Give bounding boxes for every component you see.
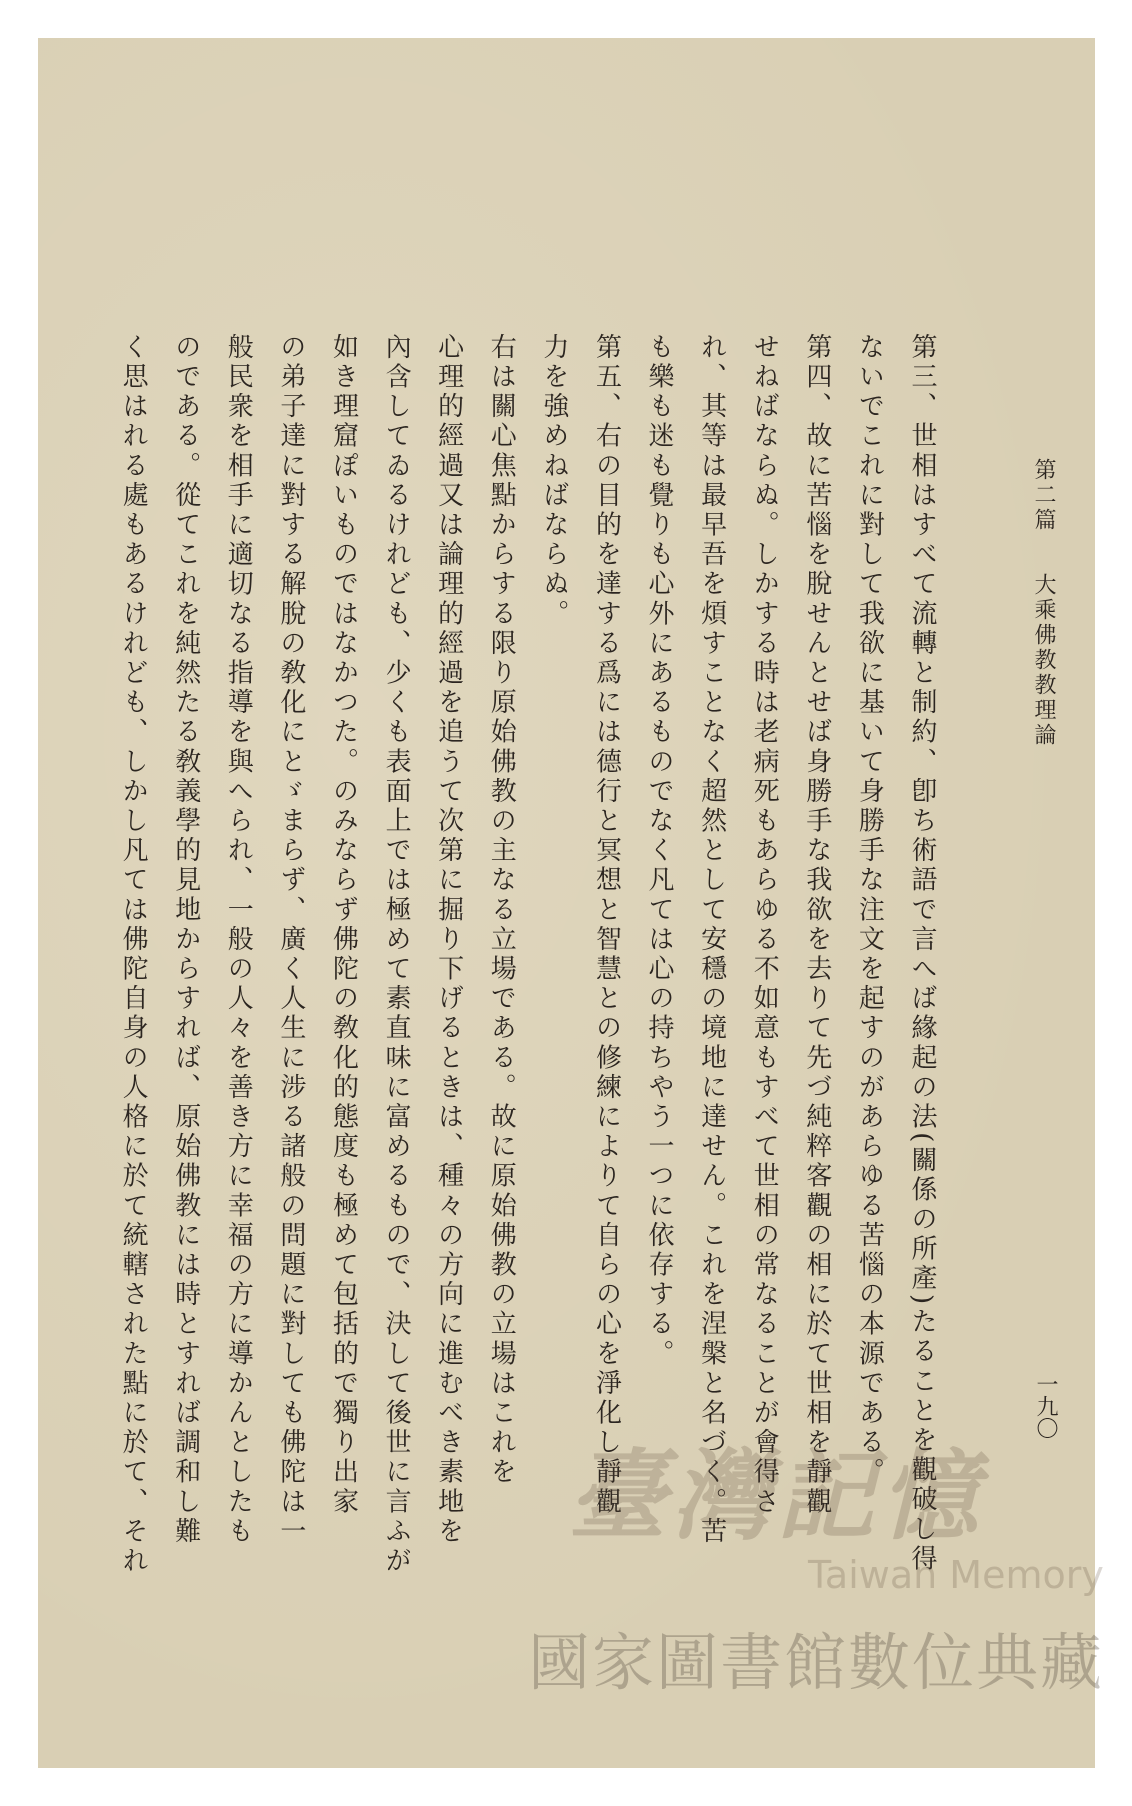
text-column: 第三、世相はすべて流轉と制約、卽ち術語で言へば緣起の法(關係の所產)たることを觀破し得 [907,333,937,1575]
scanned-page [38,38,1105,1768]
text-column: 內含してゐるけれども、少くも表面上では極めて素直味に富めるもので、決して後世に言ふが [381,333,412,1577]
text-column: く思はれる處もあるけれども、しかし凡ては佛陀自身の人格に於て統轄された點に於て、それ [118,333,149,1577]
text-column: 心理的經過又は論理的經過を追うて次第に掘り下げるときは、種々の方向に進むべき素地を [433,333,464,1547]
text-column: れ、其等は最早吾を煩すことなく超然として安穩の境地に達せん。これを涅槃と名づく。苦 [696,333,727,1547]
chapter-label: 第二篇 [1031,458,1056,533]
running-head [1028,458,1059,748]
text-column: ないでこれに對して我欲に基いて身勝手な注文を起すのがあらゆる苦惱の本源である。 [854,333,885,1488]
text-column: 第四、故に苦惱を脫せんとせば身勝手な我欲を去りて先づ純粹客觀の相に於て世相を靜觀 [801,333,832,1517]
watermark-institution: 國家圖書館數位典藏 [528,1626,1105,1699]
text-column: せねばならぬ。しかする時は老病死もあらゆる不如意もすべて世相の常なることが會得さ [749,333,780,1517]
page-number: 一九〇 [1033,1373,1058,1439]
watermark-english: Taiwan Memory [808,1553,1104,1597]
text-column: のである。從てこれを純然たる敎義學的見地からすれば、原始佛教には時とすれば調和し難 [170,333,201,1547]
book-title: 大乘佛教教理論 [1031,573,1056,748]
watermark-logo: 臺灣記憶 [568,1439,985,1554]
text-column: 般民衆を相手に適切なる指導を與へられ、一般の人々を善き方に幸福の方に導かんとしたも [223,333,254,1547]
text-column: も樂も迷も覺りも心外にあるものでなく凡ては心の持ちやう一つに依存する。 [644,333,675,1369]
text-column: 如き理窟ぽいものではなかつた。のみならず佛陀の敎化的態度も極めて包括的で獨り出家 [328,333,359,1517]
text-column: 第五、右の目的を達する爲には德行と冥想と智慧との修練によりて自らの心を淨化し靜觀 [591,333,622,1517]
text-column: の弟子達に對する解脫の敎化にとゞまらず、廣く人生に涉る諸般の問題に對しても佛陀は一 [275,333,306,1547]
text-column: 力を強めねばならぬ。 [538,333,569,629]
text-column: 右は關心焦點からする限り原始佛教の主なる立場である。故に原始佛教の立場はこれを [486,333,517,1488]
